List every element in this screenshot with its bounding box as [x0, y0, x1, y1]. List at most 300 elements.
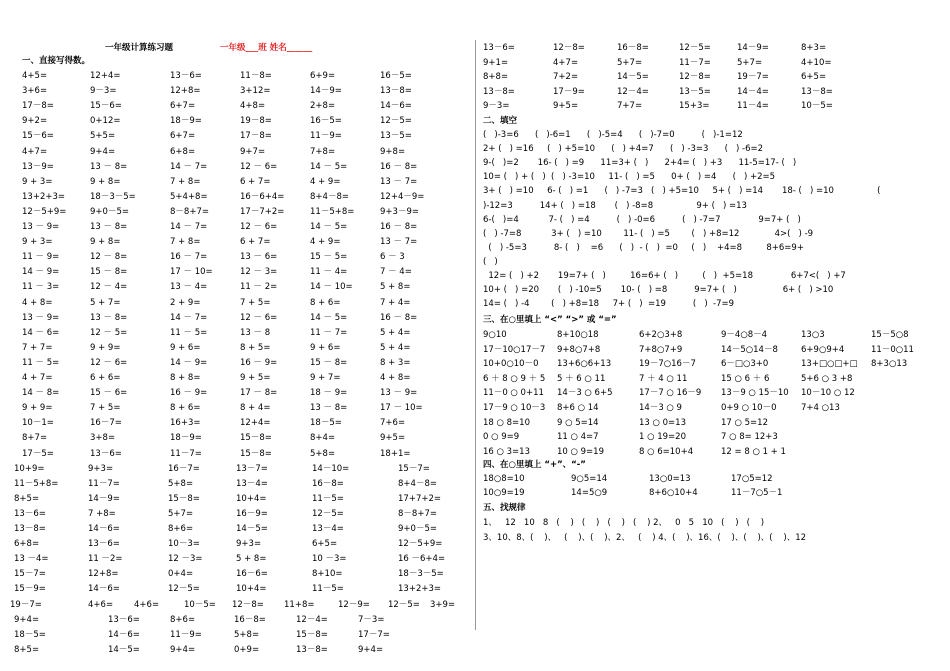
exercise-cell: 13 － 7=: [380, 176, 418, 187]
exercise-cell: 13 － 6=: [240, 252, 278, 263]
exercise-cell: 19－7=: [10, 599, 42, 610]
compare-cell: 17－10○17－7: [483, 344, 546, 355]
exercise-cell: 11 － 3=: [22, 282, 60, 293]
exercise-cell: 12－5=: [380, 116, 412, 127]
compare-cell: 7+4 ○13: [801, 403, 840, 413]
exercise-cell: 0+4=: [168, 569, 194, 580]
compare-cell: 7 ＋ 4 ○ 11: [639, 373, 688, 384]
exercise-cell: 15－6=: [22, 131, 54, 142]
exercise-cell: 9+5=: [380, 433, 406, 444]
exercise-cell: 17－9=: [553, 86, 585, 97]
exercise-cell: 12－5=: [168, 584, 200, 595]
compare-cell: 10 ○ 9=19: [557, 446, 604, 457]
exercise-cell: 0+12=: [90, 116, 121, 127]
exercise-cell: 6 + 7=: [240, 237, 271, 248]
compare-cell: 10－10 ○ 12: [801, 388, 855, 399]
exercise-cell: 11－9=: [310, 131, 342, 142]
exercise-cell: 4+5=: [22, 71, 48, 81]
exercise-cell: 7 + 8=: [170, 176, 201, 187]
exercise-cell: 9+0－5=: [398, 524, 437, 534]
exercise-cell: 12 － 6=: [90, 357, 128, 368]
exercise-cell: 9+7=: [240, 146, 266, 157]
page-title: 一年级计算练习题: [105, 43, 174, 53]
exercise-cell: 8－8+7=: [398, 508, 437, 519]
exercise-cell: 13－8=: [483, 86, 515, 97]
exercise-cell: 4+10=: [801, 57, 832, 68]
exercise-cell: 11－7=: [170, 448, 202, 459]
exercise-cell: 11 － 9=: [22, 252, 60, 263]
exercise-cell: 15－8=: [168, 493, 200, 504]
exercise-cell: 10+4=: [236, 493, 267, 504]
compare-cell: 13○3: [801, 330, 825, 340]
exercise-cell: 18+1=: [380, 448, 411, 459]
exercise-cell: 4 + 8=: [380, 373, 411, 383]
exercise-cell: 12－8=: [232, 599, 264, 610]
exercise-cell: 18－3－5=: [398, 569, 444, 580]
exercise-cell: 7 + 5=: [240, 297, 271, 308]
exercise-cell: 10+9=: [14, 463, 45, 474]
exercise-cell: 12－8=: [553, 43, 585, 53]
operator-cell: 10○9=19: [483, 488, 525, 498]
exercise-cell: 14 － 9=: [22, 267, 60, 278]
exercise-cell: 9 + 8=: [90, 176, 121, 187]
exercise-cell: 11－9=: [170, 629, 202, 640]
exercise-cell: 11－5=: [312, 584, 344, 595]
exercise-cell: 15－8=: [240, 448, 272, 459]
compare-cell: 15 ○ 6 ＋ 6: [721, 373, 770, 384]
class-name-field: 一年级___班 姓名______: [220, 43, 313, 53]
compare-cell: 0+9 ○ 10－0: [721, 403, 777, 413]
exercise-cell: 3+9=: [430, 599, 456, 610]
compare-cell: 8+6 ○ 14: [557, 403, 599, 413]
exercise-cell: 13－6=: [483, 43, 515, 53]
section-3-title: 三、在○里填上 “<” “>” 或 “=”: [483, 315, 617, 325]
exercise-cell: 13－8=: [801, 86, 833, 97]
exercise-cell: 9+8=: [380, 146, 406, 157]
exercise-cell: 9 + 6=: [310, 342, 341, 353]
exercise-cell: 9+4=: [90, 146, 116, 157]
exercise-cell: 12－5=: [679, 43, 711, 53]
compare-cell: 6+9○9+4: [801, 344, 845, 355]
exercise-cell: 4 + 9=: [310, 237, 341, 248]
exercise-cell: 11－5+8=: [310, 206, 355, 217]
exercise-cell: 5+8=: [234, 629, 260, 640]
exercise-cell: 14 － 5=: [310, 222, 348, 232]
compare-cell: 10+0○10－0: [483, 359, 539, 370]
exercise-cell: 7 +8=: [88, 508, 116, 519]
exercise-cell: 13－8=: [296, 644, 328, 655]
exercise-cell: 11－5=: [312, 493, 344, 504]
exercise-cell: 16 －6+4=: [398, 554, 446, 565]
exercise-cell: 13－8=: [14, 524, 46, 534]
exercise-cell: 0+9=: [234, 644, 260, 655]
operator-cell: 9○5=14: [571, 474, 608, 484]
right-column: [475, 0, 950, 671]
exercise-cell: 9+4=: [14, 614, 40, 625]
exercise-cell: 7+6=: [380, 418, 406, 429]
exercise-cell: 16－8=: [234, 614, 266, 625]
compare-cell: 15－5○8: [871, 330, 909, 340]
exercise-cell: 9+0－5=: [90, 206, 129, 217]
exercise-cell: 13 －4=: [14, 554, 49, 565]
exercise-cell: 11－7=: [88, 478, 120, 489]
exercise-cell: 13+2+3=: [398, 584, 441, 595]
exercise-cell: 5+7=: [617, 57, 643, 68]
exercise-cell: 5 + 7=: [90, 297, 121, 308]
exercise-cell: 5 + 4=: [380, 327, 411, 338]
exercise-cell: 6+7=: [170, 101, 196, 112]
compare-cell: 9○10: [483, 330, 507, 340]
exercise-cell: 5+8=: [310, 448, 336, 459]
exercise-cell: 18－3－5=: [90, 191, 136, 202]
compare-cell: 8+10○18: [557, 330, 599, 340]
exercise-cell: 7－3=: [358, 614, 385, 625]
fill-blank-row: 10+ ( ) =20 ( ) -10=5 10- ( ) =8 9=7+ ( ) 6+ ( ) >10: [483, 285, 834, 296]
exercise-cell: 17 － 10=: [170, 267, 213, 278]
exercise-cell: 16－7=: [90, 418, 122, 429]
exercise-cell: 9+5=: [553, 101, 579, 111]
exercise-cell: 15－9=: [14, 584, 46, 595]
exercise-cell: 14 － 5=: [310, 161, 348, 172]
exercise-cell: 12－5+9=: [398, 539, 443, 550]
fill-blank-row: 3+ ( ) =10 6- ( ) =1 ( ) -7=3 ( ) +5=10 5+ ( ) =14 18- ( ) =10 (: [483, 186, 881, 197]
exercise-cell: 10 －3=: [312, 554, 347, 565]
compare-cell: 8+3○13: [871, 359, 908, 370]
exercise-cell: 14 － 8=: [22, 388, 60, 399]
section-4-title: 四、在○里填上 “+”、“-”: [483, 460, 586, 470]
exercise-cell: 16－6+4=: [240, 191, 285, 202]
exercise-cell: 15－8=: [240, 433, 272, 444]
exercise-cell: 8 + 4=: [240, 403, 271, 414]
exercise-cell: 11 － 7=: [310, 327, 348, 338]
exercise-cell: 4+7=: [22, 146, 48, 157]
compare-cell: 14－5○14－8: [721, 344, 778, 355]
exercise-cell: 8+5=: [14, 644, 40, 655]
compare-cell: 0 ○ 9=9: [483, 432, 520, 443]
compare-cell: 12 = 8 ○ 1 + 1: [721, 446, 786, 457]
exercise-cell: 4 + 7=: [22, 373, 53, 383]
exercise-cell: 12－4=: [296, 614, 328, 625]
compare-cell: 17 ○ 5=12: [721, 417, 768, 428]
exercise-cell: 8+10=: [312, 569, 343, 580]
exercise-cell: 16 － 8=: [380, 312, 418, 323]
compare-cell: 6 ＋ 8 ○ 9 ＋ 5: [483, 373, 546, 384]
exercise-cell: 12－8=: [679, 72, 711, 82]
exercise-cell: 14 － 10=: [310, 282, 353, 293]
compare-cell: 9 ○ 5=14: [557, 417, 599, 428]
compare-cell: 9+8○7+8: [557, 344, 601, 355]
exercise-cell: 9+3=: [88, 463, 114, 474]
exercise-cell: 18－5=: [310, 418, 342, 429]
exercise-cell: 10－5=: [801, 101, 833, 111]
operator-cell: 11－7○5－1: [731, 488, 783, 498]
exercise-cell: 11 － 2=: [240, 282, 278, 293]
compare-cell: 5 ＋ 6 ○ 11: [557, 373, 606, 384]
compare-cell: 13 ○ 0=13: [639, 417, 686, 428]
exercise-cell: 12 －3=: [168, 554, 203, 565]
exercise-cell: 4+6=: [88, 599, 114, 610]
compare-cell: 6+2○3+8: [639, 330, 683, 340]
compare-cell: 13－9 ○ 15－10: [721, 388, 789, 399]
exercise-cell: 16－8=: [617, 43, 649, 53]
exercise-cell: 18－9=: [170, 433, 202, 444]
exercise-cell: 5 + 8=: [236, 554, 267, 565]
exercise-cell: 12 － 3=: [240, 267, 278, 278]
exercise-cell: 12 － 6=: [240, 222, 278, 232]
exercise-cell: 14－6=: [108, 629, 140, 640]
exercise-cell: 14－6=: [88, 584, 120, 595]
exercise-cell: 14－9=: [737, 43, 769, 53]
exercise-cell: 13 － 8=: [310, 403, 348, 414]
exercise-cell: 16－6=: [236, 569, 268, 580]
exercise-cell: 8+4－8=: [310, 191, 349, 202]
exercise-cell: 13－4=: [312, 524, 344, 534]
exercise-cell: 9 + 9=: [90, 342, 121, 353]
fill-blank-row: 2+ ( ) =16 ( ) +5=10 ( ) +4=7 ( ) -3=3 ( ) -6=2: [483, 144, 764, 155]
exercise-cell: 18－5=: [14, 629, 46, 640]
exercise-cell: 18 － 9=: [310, 388, 348, 399]
exercise-cell: 4+7=: [553, 57, 579, 68]
exercise-cell: 3+8=: [90, 433, 116, 444]
exercise-cell: 8+4－8=: [398, 478, 437, 489]
exercise-cell: 17－7=: [358, 629, 390, 640]
exercise-cell: 16 － 9=: [240, 357, 278, 368]
compare-cell: 19－7○16－7: [639, 359, 696, 370]
fill-blank-row: 6-( )=4 7- ( ) =4 ( ) -0=6 ( ) -7=7 9=7+ ( ): [483, 214, 801, 225]
exercise-cell: 15 － 8=: [90, 267, 128, 278]
exercise-cell: 6 + 7=: [240, 176, 271, 187]
exercise-cell: 9 + 7=: [310, 373, 341, 383]
exercise-cell: 7 + 7=: [22, 342, 53, 353]
exercise-cell: 8 + 6=: [170, 403, 201, 414]
exercise-cell: 12+8=: [88, 569, 119, 580]
operator-cell: 17○5=12: [731, 474, 773, 484]
exercise-cell: 17 － 10=: [380, 403, 423, 414]
pattern-row: 1、 12 10 8 ( ) ( ) ( ) ( ) 2、 0 5 10 ( ) ( ): [483, 518, 765, 528]
exercise-cell: 12－4=: [617, 86, 649, 97]
compare-cell: 14－3 ○ 6+5: [557, 388, 613, 399]
exercise-cell: 12+4=: [240, 418, 271, 429]
exercise-cell: 11 － 5=: [22, 357, 60, 368]
exercise-cell: 12+8=: [170, 86, 201, 97]
exercise-cell: 19－7=: [737, 72, 769, 82]
exercise-cell: 16－5=: [310, 116, 342, 127]
exercise-cell: 13－6=: [170, 71, 202, 81]
exercise-cell: 5+7=: [168, 508, 194, 519]
compare-cell: 14－3 ○ 9: [639, 403, 682, 413]
exercise-cell: 16－9=: [236, 508, 268, 519]
exercise-cell: 15－7=: [14, 569, 46, 580]
exercise-cell: 19－8=: [240, 116, 272, 127]
exercise-cell: 16－5=: [380, 71, 412, 81]
exercise-cell: 7+8=: [310, 146, 336, 157]
exercise-cell: 8－8+7=: [170, 206, 209, 217]
fill-blank-row: ( )-3=6 ( )-6=1 ( )-5=4 ( )-7=0 ( )-1=12: [483, 130, 743, 140]
exercise-cell: 13 － 9=: [22, 312, 60, 323]
exercise-cell: 12+4=: [90, 71, 121, 81]
exercise-cell: 9 + 6=: [170, 342, 201, 353]
fill-blank-row: 14= ( ) -4 ( ) +8=18 7+ ( ) =19 ( ) -7=9: [483, 299, 735, 310]
exercise-cell: 15－7=: [398, 463, 430, 474]
exercise-cell: 12 － 6=: [240, 312, 278, 323]
compare-cell: 7+8○7+9: [639, 344, 683, 355]
exercise-cell: 9 + 9=: [22, 403, 53, 414]
compare-cell: 6－□○3+0: [721, 359, 769, 370]
exercise-cell: 13 － 8=: [90, 161, 128, 172]
compare-cell: 9－4○8－4: [721, 330, 768, 340]
exercise-cell: 6 － 3: [380, 252, 405, 263]
exercise-cell: 12 － 6=: [240, 161, 278, 172]
section-5-title: 五、找规律: [483, 503, 526, 513]
exercise-cell: 9+1=: [483, 57, 509, 68]
exercise-cell: 8+3=: [801, 43, 827, 53]
exercise-cell: 9+4=: [358, 644, 384, 655]
exercise-cell: 4+6=: [134, 599, 160, 610]
exercise-cell: 10－3=: [168, 539, 200, 550]
exercise-cell: 14 － 7=: [170, 161, 208, 172]
exercise-cell: 8+6=: [170, 614, 196, 625]
exercise-cell: 13－6=: [108, 614, 140, 625]
exercise-cell: 6+9=: [310, 71, 336, 81]
exercise-cell: 7+2=: [553, 72, 579, 82]
operator-cell: 18○8=10: [483, 474, 525, 484]
exercise-cell: 13 － 8=: [90, 222, 128, 232]
exercise-cell: 14－9=: [88, 493, 120, 504]
exercise-cell: 5+7=: [737, 57, 763, 68]
exercise-cell: 10－1=: [22, 418, 54, 429]
compare-cell: 5+6 ○ 3 +8: [801, 373, 853, 384]
compare-cell: 7 ○ 8= 12+3: [721, 432, 778, 443]
exercise-cell: 6+7=: [170, 131, 196, 142]
exercise-cell: 3+12=: [240, 86, 271, 97]
exercise-cell: 6 + 6=: [90, 373, 121, 383]
compare-cell: 1 ○ 19=20: [639, 432, 686, 443]
exercise-cell: 16 － 9=: [170, 388, 208, 399]
exercise-cell: 5+4+8=: [170, 191, 208, 202]
exercise-cell: 4+8=: [240, 101, 266, 112]
exercise-cell: 12－9=: [338, 599, 370, 610]
exercise-cell: 7+7=: [617, 101, 643, 111]
operator-cell: 8+6○10+4: [649, 488, 698, 498]
exercise-cell: 15－6=: [90, 101, 122, 112]
exercise-cell: 12－5+9=: [22, 206, 67, 217]
exercise-cell: 15－8=: [296, 629, 328, 640]
exercise-cell: 5 + 8=: [380, 282, 411, 293]
exercise-cell: 10+4=: [236, 584, 267, 595]
exercise-cell: 9 + 5=: [240, 373, 271, 383]
exercise-cell: 16 － 7=: [170, 252, 208, 263]
exercise-cell: 10－5=: [184, 599, 216, 610]
exercise-cell: 13 － 7=: [380, 237, 418, 248]
exercise-cell: 9－3=: [483, 101, 510, 111]
section-1-title: 一、直接写得数。: [22, 56, 91, 66]
exercise-cell: 13 － 9=: [22, 222, 60, 232]
exercise-cell: 12 － 5=: [90, 327, 128, 338]
exercise-cell: 14－5=: [617, 72, 649, 82]
exercise-cell: 3+6=: [22, 86, 48, 97]
exercise-cell: 12 － 8=: [90, 252, 128, 263]
exercise-cell: 6+8=: [170, 146, 196, 157]
exercise-cell: 14 － 7=: [170, 312, 208, 323]
exercise-cell: 17－7+2=: [240, 206, 285, 217]
exercise-cell: 16－7=: [168, 463, 200, 474]
fill-blank-row: 10= ( ) + ( ) ( ) -3=10 11- ( ) =5 0+ ( ) =4 ( ) +2=5: [483, 172, 776, 183]
exercise-cell: 5+8=: [168, 478, 194, 489]
compare-cell: 11－0○11: [871, 344, 914, 355]
exercise-cell: 11－8=: [240, 71, 272, 81]
exercise-cell: 14－6=: [380, 101, 412, 112]
exercise-cell: 5+5=: [90, 131, 116, 142]
fill-blank-row: 9-( )=2 16- ( ) =9 11=3+ ( ) 2+4= ( ) +3 11-5=17- ( ): [483, 158, 797, 169]
fill-blank-row: ( ) -5=3 8- ( ) =6 ( ) - ( ) =0 ( ) +4=8 8+6=9+: [483, 242, 804, 253]
exercise-cell: 14 － 9=: [170, 357, 208, 368]
exercise-cell: 12－5=: [388, 599, 420, 610]
left-column: [0, 0, 470, 671]
exercise-cell: 2 + 9=: [170, 297, 201, 308]
fill-blank-row: ( ) -7=8 3+ ( ) =10 11- ( ) =5 ( ) +8=12 4>( ) -9: [483, 228, 814, 239]
compare-cell: 18 ○ 8=10: [483, 417, 530, 428]
exercise-cell: 15 － 5=: [310, 252, 348, 263]
exercise-cell: 13 － 8=: [90, 312, 128, 323]
pattern-row: 3、10、8、( )、 ( )、( )、2、 ( ) 4、( )、16、( )、( )、( )、12: [483, 532, 807, 543]
exercise-cell: 17－8=: [22, 101, 54, 112]
exercise-cell: 8+5=: [14, 493, 40, 504]
exercise-cell: 8+4=: [310, 433, 336, 444]
exercise-cell: 14 － 6=: [22, 327, 60, 338]
exercise-cell: 8 + 3=: [380, 357, 411, 368]
exercise-cell: 8 + 5=: [240, 342, 271, 353]
exercise-cell: 11 － 4=: [310, 267, 348, 278]
exercise-cell: 13－6=: [90, 448, 122, 459]
exercise-cell: 17+7+2=: [398, 493, 441, 504]
exercise-cell: 11+8=: [284, 599, 315, 610]
exercise-cell: 13－7=: [236, 463, 268, 474]
fill-blank-row: )-12=3 14+ ( ) =18 ( ) -8=8 9+ ( ) =13: [483, 200, 747, 211]
exercise-cell: 9 + 3=: [22, 176, 53, 187]
exercise-cell: 14 － 5=: [310, 312, 348, 323]
compare-cell: 16 ○ 3=13: [483, 446, 530, 457]
exercise-cell: 13 － 4=: [170, 282, 208, 293]
exercise-cell: 6+8=: [14, 539, 40, 550]
exercise-cell: 9+4=: [170, 644, 196, 655]
exercise-cell: 12 － 4=: [90, 282, 128, 293]
exercise-cell: 7 + 8=: [170, 237, 201, 248]
exercise-cell: 8+6=: [168, 524, 194, 534]
exercise-cell: 16－8=: [312, 478, 344, 489]
exercise-cell: 16 － 8=: [380, 161, 418, 172]
operator-cell: 14=5○9: [571, 488, 608, 498]
exercise-cell: 9+2=: [22, 116, 48, 127]
exercise-cell: 9+3=: [236, 539, 262, 550]
exercise-cell: 11 － 5=: [170, 327, 208, 338]
exercise-cell: 14－4=: [737, 86, 769, 97]
exercise-cell: 9 + 8=: [90, 237, 121, 248]
exercise-cell: 14－10=: [312, 463, 350, 474]
exercise-cell: 16+3=: [170, 418, 201, 429]
exercise-cell: 13－4=: [236, 478, 268, 489]
exercise-cell: 15 － 6=: [90, 388, 128, 399]
compare-cell: 11 ○ 4=7: [557, 432, 599, 443]
exercise-cell: 15 － 8=: [310, 357, 348, 368]
exercise-cell: 13－9=: [22, 161, 54, 172]
exercise-cell: 13 － 9=: [380, 388, 418, 399]
exercise-cell: 14－5=: [236, 524, 268, 534]
exercise-cell: 12－5=: [312, 508, 344, 519]
exercise-cell: 4 + 9=: [310, 176, 341, 187]
compare-cell: 8 ○ 6=10+4: [639, 446, 694, 457]
exercise-cell: 8+8=: [483, 72, 509, 82]
section-2-title: 二、填空: [483, 116, 518, 126]
